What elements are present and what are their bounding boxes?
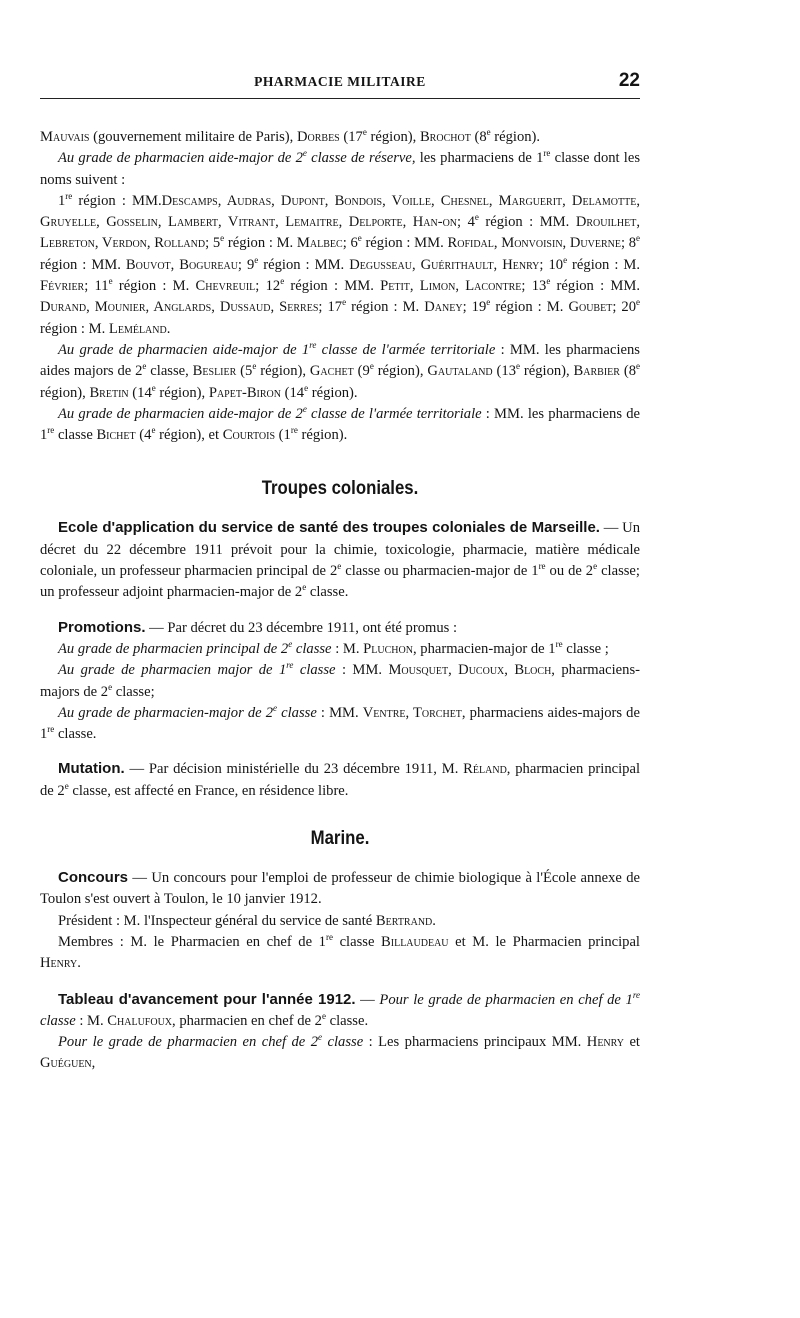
paragraph-run: région : M. <box>346 299 425 316</box>
paragraph-run: ; 6 <box>342 235 358 252</box>
document-page <box>40 72 640 1075</box>
paragraph-run: e <box>362 127 367 138</box>
paragraph-run: (4 <box>135 427 152 444</box>
paragraph-run: Au grade de pharmacien aide-major de 2 <box>58 405 303 422</box>
paragraph-run: — Par décret du 23 décembre 1911, ont été promus : <box>145 619 458 636</box>
paragraph-run: : MM. les pharmaciens de 1 <box>40 405 640 444</box>
paragraph-run: classe, <box>146 363 193 380</box>
paragraph-run: classe ; <box>562 640 609 657</box>
paragraph-run: e <box>369 361 374 372</box>
paragraph-run-name: Mousquet, Ducoux, Bloch <box>388 662 552 679</box>
paragraph-run-name: Mauvais <box>40 129 90 145</box>
paragraph-run-name: Malbec <box>296 235 343 252</box>
paragraph-run: e <box>304 382 309 393</box>
paragraph-run: classe. <box>325 1012 369 1029</box>
concours-paragraph <box>40 867 640 911</box>
paragraph-run-name: Bretin <box>89 384 129 401</box>
paragraph-run: région). <box>297 427 348 444</box>
paragraph-run: — Par décision ministérielle du 23 décembre 1911, M. <box>124 761 464 778</box>
paragraph-run: e <box>108 276 113 287</box>
mutation-paragraph <box>40 758 640 802</box>
paragraph-run: e <box>593 561 598 572</box>
paragraph-run-name: Dorbes <box>296 129 340 145</box>
paragraph-run: région), <box>373 363 428 380</box>
paragraph-run: e <box>280 276 285 287</box>
paragraph-run: ; 4 <box>457 214 475 231</box>
paragraph-run: région : MM. <box>478 214 576 231</box>
paragraph-run-name: Leméland <box>108 320 167 337</box>
paragraph-run-heading: Concours <box>58 869 129 887</box>
paragraph-run-name: Barbier <box>573 363 620 380</box>
paragraph-run: e <box>636 297 641 308</box>
tableau-second-grade-paragraph <box>40 1032 640 1075</box>
paragraph-run: re <box>555 639 563 650</box>
paragraph-run: Au grade de pharmacien principal de 2 <box>58 640 289 657</box>
section-title-troupes-coloniales: Troupes coloniales. <box>261 477 419 500</box>
paragraph-run: région : MM. <box>550 278 640 295</box>
paragraph-run: (17 <box>339 129 363 145</box>
paragraph-run: re <box>65 191 73 202</box>
paragraph-run-heading: Mutation. <box>58 760 125 778</box>
paragraph-run-name: Guéguen <box>40 1055 92 1072</box>
territorial-first-class-paragraph <box>40 340 640 404</box>
paragraph-run: région : MM. <box>258 256 350 273</box>
paragraph-run-name: Chalufoux <box>107 1012 173 1029</box>
paragraph-run: e <box>151 382 156 393</box>
promotion-major-paragraph <box>40 660 640 703</box>
paragraph-run: classe, est affecté en France, en résidence libre. <box>68 782 349 799</box>
paragraph-run: région), <box>40 384 90 401</box>
paragraph-run: ; 13 <box>521 278 547 295</box>
paragraph-run: re <box>286 660 294 671</box>
paragraph-run: e <box>563 254 568 265</box>
paragraph-run: région), <box>256 363 310 380</box>
paragraph-run: (8 <box>470 129 487 145</box>
paragraph-run: e <box>108 681 113 692</box>
president-paragraph <box>40 911 640 932</box>
paragraph-run: (14 <box>281 384 305 401</box>
paragraph-run-name: Beslier <box>192 363 237 380</box>
paragraph-run: : M. <box>75 1012 108 1029</box>
paragraph-run-name: Goubet <box>568 299 613 316</box>
paragraph-run: e <box>220 233 225 244</box>
paragraph-run: classe de réserve, <box>306 150 416 167</box>
paragraph-run: classe <box>277 704 317 721</box>
paragraph-run-name: Pluchon <box>363 640 413 657</box>
paragraph-run: e <box>486 127 491 138</box>
paragraph-run: e <box>302 582 307 593</box>
page-number: 22 <box>618 70 640 91</box>
paragraph-run-name: Réland <box>463 761 507 778</box>
paragraph-run: région : M. <box>112 278 196 295</box>
paragraph-run: : Les pharmaciens principaux MM. <box>363 1034 587 1051</box>
section-title-marine: Marine. <box>310 827 370 850</box>
paragraph-run: e <box>252 361 257 372</box>
paragraph-run-name: Descamps, Audras, Dupont, Bondois, Voille, Chesnel, Marguerit, Delamotte, Gruyelle, Gosselin, Lambert, Vitrant, Lemaitre, Delporte, Han-on <box>40 192 640 231</box>
paragraph-run-name: Bouvot, Bogureau <box>125 256 238 273</box>
paragraph-run: Pour le grade de pharmacien en chef de 2 <box>58 1034 319 1051</box>
paragraph-run: ; 5 <box>205 235 221 252</box>
paragraph-run: classe ou pharmacien-major de 1 <box>341 563 539 580</box>
paragraph-run: e <box>64 780 69 791</box>
paragraph-run: les pharmaciens de 1 <box>415 150 544 167</box>
paragraph-run: et M. le Pharmacien principal <box>448 933 640 950</box>
paragraph-run: classe <box>332 933 382 950</box>
paragraph-run: classe <box>322 1034 364 1051</box>
paragraph-run: e <box>636 361 640 372</box>
paragraph-run-name: Février <box>40 278 85 295</box>
paragraph-run: — Un concours pour l'emploi de professeur de chimie biologique à l'École annexe de Toulon s'est ouvert à Toulon, le 10 janvier 1912. <box>40 870 640 908</box>
paragraph-run-name: Courtois <box>222 427 276 444</box>
paragraph-run: ; 12 <box>255 278 281 295</box>
paragraph-run: e <box>357 233 362 244</box>
paragraph-run-heading: Promotions. <box>58 618 146 636</box>
paragraph-run: , pharmacien principal de 2 <box>40 761 640 799</box>
paragraph-run: : MM. les pharmaciens aides majors de 2 <box>40 341 640 380</box>
paragraph-run: région : M. <box>567 256 641 273</box>
paragraph-run: : MM. <box>316 704 363 721</box>
paragraph-run: classe. <box>306 584 349 601</box>
paragraph-run: (13 <box>492 363 516 380</box>
paragraph-run: classe de l'armée territoriale <box>316 341 496 358</box>
paragraph-run: classe dont les noms suivent : <box>40 150 641 188</box>
region-list-paragraph <box>40 191 640 340</box>
paragraph-run-heading: Tableau d'avancement pour l'année 1912. <box>58 990 356 1008</box>
paragraph-run: . <box>166 320 171 337</box>
paragraph-run: classe <box>292 640 332 657</box>
promotion-major-second-paragraph <box>40 703 640 746</box>
paragraph-run: région). <box>490 129 541 145</box>
paragraph-run: . <box>77 955 81 972</box>
paragraph-run-name: Rofidal, Monvoisin, Duverne <box>447 235 621 252</box>
paragraph-run: , <box>91 1055 96 1072</box>
paragraph-run: e <box>342 297 347 308</box>
page-header <box>40 72 640 99</box>
paragraph-run: (9 <box>353 363 370 380</box>
paragraph-run: e <box>302 404 307 414</box>
paragraph-run: , pharmaciens-majors de 2 <box>40 662 640 700</box>
paragraph-run-name: Henry <box>40 955 78 972</box>
reserve-promotion-paragraph <box>40 148 640 191</box>
paragraph-run: ; 8 <box>620 235 637 252</box>
paragraph-run-name: Bertrand <box>375 912 433 929</box>
paragraph-run: Au grade de pharmacien aide-major de 1 <box>58 341 310 358</box>
paragraph-run: classe <box>293 662 336 679</box>
membres-paragraph <box>40 932 640 975</box>
paragraph-run: e <box>636 233 641 244</box>
paragraph-run: région : MM. <box>72 192 162 209</box>
paragraph-run-name: Brochot <box>419 129 471 145</box>
paragraph-run: : M. <box>331 640 364 657</box>
paragraph-run: classe. <box>54 726 97 743</box>
paragraph-run: ; 9 <box>237 256 255 273</box>
paragraph-run: , pharmaciens aides-majors de 1 <box>40 704 640 743</box>
paragraph-run: e <box>337 561 342 572</box>
paragraph-run: région : M. <box>224 235 297 252</box>
paragraph-run: Au grade de pharmacien aide-major de 2 <box>58 150 303 167</box>
paragraph-run: e <box>288 639 293 650</box>
paragraph-run: Président : M. l'Inspecteur général du service de santé <box>58 912 376 929</box>
paragraph-run: Pour le grade de pharmacien en chef de 1 <box>379 991 633 1008</box>
paragraph-run: e <box>546 276 551 287</box>
paragraph-run: e <box>302 148 307 159</box>
paragraph-run: (14 <box>128 384 152 401</box>
paragraph-run: classe de l'armée territoriale <box>306 405 482 422</box>
paragraph-run-name: Daney <box>424 299 463 316</box>
paragraph-run: — Un décret du 22 décembre 1911 prévoit pour la chimie, toxicologie, pharmacie, matière médicale coloniale, un professeur pharmacien principal de 2 <box>40 520 641 580</box>
paragraph-run: ; 20 <box>612 299 637 316</box>
paragraph-run: 1 <box>58 192 66 209</box>
paragraph-run: e <box>151 425 156 436</box>
paragraph-run-name: Ventre, Torchet <box>362 704 462 721</box>
paragraph-run: région : M. <box>490 299 569 316</box>
paragraph-run-name: Henry <box>586 1034 624 1051</box>
paragraph-run: e <box>516 361 520 372</box>
paragraph-run: e <box>486 297 491 308</box>
running-title: PHARMACIE MILITAIRE <box>254 74 426 89</box>
paragraph-run: e <box>254 254 259 265</box>
paragraph-run: re <box>325 932 333 943</box>
paragraph-run: e <box>321 1010 326 1021</box>
paragraph-run-name: Durand, Mounier, Anglards, Dussaud, Serres <box>40 299 319 316</box>
paragraph-run: e <box>142 361 147 372</box>
paragraph-run: e <box>273 702 278 713</box>
paragraph-run: ; 19 <box>462 299 487 316</box>
paragraph-run: région). <box>308 384 358 401</box>
paragraph-run: re <box>309 340 317 351</box>
paragraph-run-name: Degusseau, Guérithault, Henry <box>349 256 540 273</box>
paragraph-run: . <box>432 912 436 929</box>
paragraph-run: région), <box>366 129 420 145</box>
paragraph-run-name: Bichet <box>96 427 136 444</box>
paragraph-run: e <box>318 1032 323 1043</box>
ecole-application-paragraph <box>40 517 640 603</box>
paragraph-run: (5 <box>236 363 253 380</box>
paragraph-run: (8 <box>619 363 636 380</box>
paragraph-run: région), <box>155 384 209 401</box>
paragraph-run: Au grade de pharmacien-major de 2 <box>58 704 274 721</box>
paragraph-run: , pharmacien en chef de 2 <box>172 1012 322 1029</box>
tableau-avancement-paragraph <box>40 989 640 1033</box>
paragraph-run: région), <box>520 363 574 380</box>
paragraph-run: — <box>355 991 380 1008</box>
paragraph-run-name: Gautaland <box>427 363 493 380</box>
paragraph-run: Au grade de pharmacien major de 1 <box>58 662 287 679</box>
territorial-second-class-paragraph <box>40 404 640 447</box>
paragraph-run: ; 10 <box>539 256 564 273</box>
paragraph-run: (1 <box>275 427 291 444</box>
paragraph-run: re <box>47 724 55 735</box>
promotion-principal-paragraph <box>40 639 640 660</box>
paragraph-run: re <box>543 148 551 159</box>
paragraph-run: re <box>538 561 546 572</box>
paragraph-run-name: Papet-Biron <box>208 384 281 401</box>
paragraph-run: : MM. <box>335 662 389 679</box>
paragraph-run-name: Drouilhet, Lebreton, Verdon, Rolland <box>40 214 640 252</box>
paragraph-run: classe <box>40 1012 76 1029</box>
paragraph-run: classe; un professeur adjoint pharmacien-major de 2 <box>40 563 640 601</box>
paragraph-run-name: Chevreuil <box>195 278 256 295</box>
paragraph-run-name: Petit, Limon, Lacontre <box>380 278 522 295</box>
paragraph-run: ; 11 <box>84 278 109 295</box>
paragraph-run: , pharmacien-major de 1 <box>412 640 556 657</box>
promotions-heading-paragraph <box>40 617 640 639</box>
military-paragraph-continued <box>40 127 640 148</box>
paragraph-run: re <box>290 425 298 436</box>
paragraph-run: région), et <box>155 427 223 444</box>
paragraph-run: Membres : M. le Pharmacien en chef de 1 <box>58 933 326 950</box>
paragraph-run: re <box>632 989 641 1000</box>
paragraph-run: (gouvernement militaire de Paris), <box>89 129 297 145</box>
paragraph-run: et <box>624 1034 640 1051</box>
paragraph-run: région : M. <box>40 320 109 337</box>
paragraph-run: région : MM. <box>284 278 381 295</box>
paragraph-run: ou de 2 <box>545 563 594 580</box>
paragraph-run-name: Billaudeau <box>381 933 449 950</box>
paragraph-run: ; 17 <box>318 299 343 316</box>
paragraph-run: e <box>474 212 479 223</box>
paragraph-run: classe; <box>112 683 155 700</box>
paragraph-run: région : MM. <box>40 256 126 273</box>
paragraph-run-name: Gachet <box>309 363 354 380</box>
paragraph-run: région : MM. <box>361 235 448 252</box>
paragraph-run-heading: Ecole d'application du service de santé des troupes coloniales de Marseille. <box>58 519 600 537</box>
paragraph-run: re <box>47 425 55 436</box>
paragraph-run: classe <box>54 427 97 444</box>
